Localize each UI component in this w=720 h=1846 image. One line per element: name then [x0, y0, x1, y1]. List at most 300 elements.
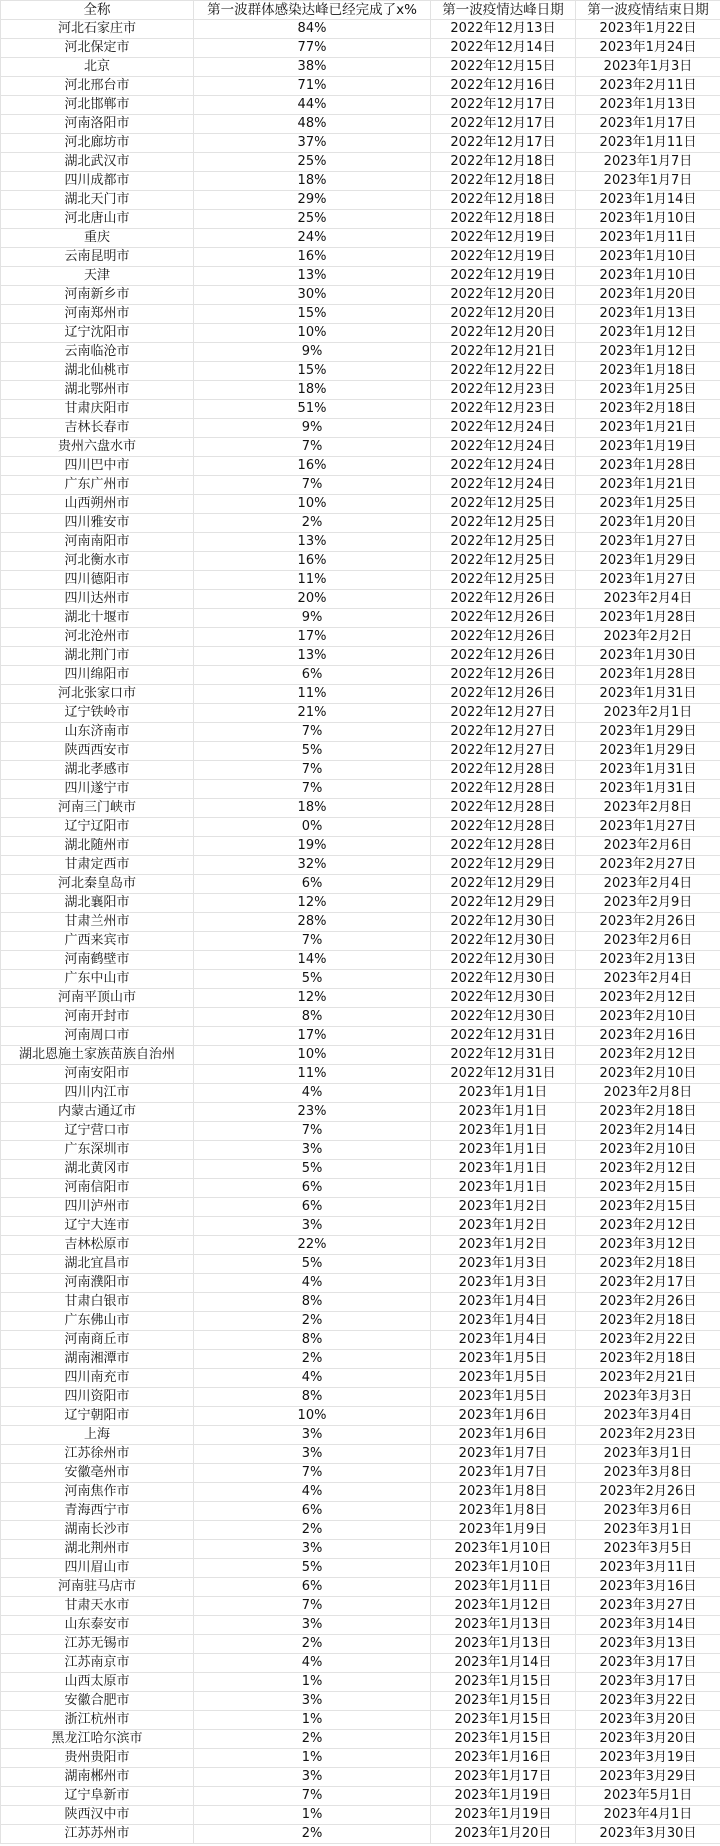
cell-end-date: 2023年3月12日 — [576, 1236, 720, 1255]
cell-end-date: 2023年2月2日 — [576, 628, 720, 647]
table-row — [1, 153, 720, 172]
table-row — [1, 932, 720, 951]
cell-infection-percent: 4% — [194, 1084, 431, 1103]
cell-end-date: 2023年2月10日 — [576, 1065, 720, 1084]
cell-end-date: 2023年1月27日 — [576, 533, 720, 552]
cell-infection-percent: 8% — [194, 1331, 431, 1350]
cell-end-date: 2023年1月27日 — [576, 818, 720, 837]
cell-end-date: 2023年3月22日 — [576, 1692, 720, 1711]
cell-infection-percent: 9% — [194, 343, 431, 362]
cell-full-name: 湖北荆门市 — [1, 647, 194, 666]
cell-full-name: 甘肃兰州市 — [1, 913, 194, 932]
cell-end-date: 2023年2月12日 — [576, 1217, 720, 1236]
cell-full-name: 湖北武汉市 — [1, 153, 194, 172]
cell-full-name: 湖北天门市 — [1, 191, 194, 210]
table-row — [1, 704, 720, 723]
cell-end-date: 2023年2月18日 — [576, 400, 720, 419]
cell-infection-percent: 1% — [194, 1749, 431, 1768]
cell-peak-date: 2023年1月17日 — [431, 1768, 576, 1787]
cell-infection-percent: 32% — [194, 856, 431, 875]
table-row — [1, 1274, 720, 1293]
cell-full-name: 甘肃天水市 — [1, 1597, 194, 1616]
table-row — [1, 1255, 720, 1274]
table-row — [1, 761, 720, 780]
table-row — [1, 324, 720, 343]
table-row — [1, 913, 720, 932]
cell-end-date: 2023年1月3日 — [576, 58, 720, 77]
cell-peak-date: 2022年12月26日 — [431, 666, 576, 685]
cell-full-name: 河北唐山市 — [1, 210, 194, 229]
cell-end-date: 2023年3月19日 — [576, 1749, 720, 1768]
table-row — [1, 856, 720, 875]
table-row — [1, 1160, 720, 1179]
cell-infection-percent: 11% — [194, 571, 431, 590]
cell-full-name: 江苏南京市 — [1, 1654, 194, 1673]
cell-full-name: 河北衡水市 — [1, 552, 194, 571]
cell-full-name: 四川资阳市 — [1, 1388, 194, 1407]
cell-peak-date: 2022年12月26日 — [431, 590, 576, 609]
cell-full-name: 辽宁沈阳市 — [1, 324, 194, 343]
cell-full-name: 河南郑州市 — [1, 305, 194, 324]
cell-full-name: 湖北黄冈市 — [1, 1160, 194, 1179]
cell-infection-percent: 4% — [194, 1274, 431, 1293]
cell-peak-date: 2023年1月4日 — [431, 1293, 576, 1312]
cell-infection-percent: 7% — [194, 780, 431, 799]
cell-full-name: 江苏苏州市 — [1, 1825, 194, 1844]
cell-infection-percent: 10% — [194, 324, 431, 343]
cell-end-date: 2023年3月27日 — [576, 1597, 720, 1616]
cell-end-date: 2023年2月15日 — [576, 1179, 720, 1198]
cell-peak-date: 2023年1月12日 — [431, 1597, 576, 1616]
cell-infection-percent: 16% — [194, 248, 431, 267]
cell-full-name: 河北石家庄市 — [1, 20, 194, 39]
table-row — [1, 989, 720, 1008]
cell-infection-percent: 5% — [194, 1255, 431, 1274]
header-end-date: 第一波疫情结束日期 — [576, 1, 720, 20]
cell-full-name: 甘肃庆阳市 — [1, 400, 194, 419]
cell-end-date: 2023年1月29日 — [576, 742, 720, 761]
cell-full-name: 河北沧州市 — [1, 628, 194, 647]
cell-peak-date: 2022年12月31日 — [431, 1046, 576, 1065]
cell-infection-percent: 5% — [194, 970, 431, 989]
table-row — [1, 229, 720, 248]
cell-infection-percent: 6% — [194, 1198, 431, 1217]
cell-end-date: 2023年3月3日 — [576, 1388, 720, 1407]
cell-infection-percent: 28% — [194, 913, 431, 932]
cell-end-date: 2023年3月1日 — [576, 1521, 720, 1540]
table-row — [1, 1711, 720, 1730]
cell-infection-percent: 5% — [194, 742, 431, 761]
cell-infection-percent: 6% — [194, 875, 431, 894]
cell-peak-date: 2022年12月18日 — [431, 172, 576, 191]
cell-end-date: 2023年3月17日 — [576, 1654, 720, 1673]
cell-peak-date: 2023年1月7日 — [431, 1445, 576, 1464]
cell-peak-date: 2023年1月13日 — [431, 1616, 576, 1635]
cell-infection-percent: 10% — [194, 495, 431, 514]
cell-peak-date: 2023年1月15日 — [431, 1673, 576, 1692]
cell-full-name: 广东中山市 — [1, 970, 194, 989]
table-row — [1, 1787, 720, 1806]
table-row — [1, 1825, 720, 1844]
cell-full-name: 湖北仙桃市 — [1, 362, 194, 381]
cell-infection-percent: 2% — [194, 1635, 431, 1654]
table-row — [1, 1141, 720, 1160]
table-row — [1, 1065, 720, 1084]
table-row — [1, 837, 720, 856]
cell-peak-date: 2022年12月20日 — [431, 324, 576, 343]
cell-end-date: 2023年1月21日 — [576, 419, 720, 438]
cell-infection-percent: 3% — [194, 1426, 431, 1445]
cell-full-name: 广东广州市 — [1, 476, 194, 495]
cell-peak-date: 2022年12月28日 — [431, 818, 576, 837]
cell-peak-date: 2022年12月25日 — [431, 571, 576, 590]
cell-infection-percent: 21% — [194, 704, 431, 723]
cell-peak-date: 2022年12月19日 — [431, 229, 576, 248]
cell-end-date: 2023年4月1日 — [576, 1806, 720, 1825]
cell-end-date: 2023年2月26日 — [576, 1293, 720, 1312]
cell-peak-date: 2022年12月24日 — [431, 457, 576, 476]
cell-end-date: 2023年1月10日 — [576, 248, 720, 267]
cell-peak-date: 2022年12月27日 — [431, 742, 576, 761]
cell-end-date: 2023年2月11日 — [576, 77, 720, 96]
cell-infection-percent: 5% — [194, 1559, 431, 1578]
cell-infection-percent: 3% — [194, 1540, 431, 1559]
cell-end-date: 2023年2月1日 — [576, 704, 720, 723]
cell-end-date: 2023年2月12日 — [576, 989, 720, 1008]
cell-end-date: 2023年2月9日 — [576, 894, 720, 913]
table-row — [1, 267, 720, 286]
cell-peak-date: 2022年12月13日 — [431, 20, 576, 39]
cell-peak-date: 2023年1月10日 — [431, 1540, 576, 1559]
cell-infection-percent: 51% — [194, 400, 431, 419]
cell-peak-date: 2022年12月30日 — [431, 989, 576, 1008]
cell-peak-date: 2022年12月20日 — [431, 286, 576, 305]
cell-infection-percent: 16% — [194, 457, 431, 476]
cell-peak-date: 2022年12月27日 — [431, 723, 576, 742]
cell-infection-percent: 9% — [194, 419, 431, 438]
cell-end-date: 2023年2月26日 — [576, 913, 720, 932]
cell-full-name: 内蒙古通辽市 — [1, 1103, 194, 1122]
cell-infection-percent: 77% — [194, 39, 431, 58]
cell-infection-percent: 1% — [194, 1711, 431, 1730]
cell-full-name: 辽宁大连市 — [1, 1217, 194, 1236]
cell-infection-percent: 18% — [194, 172, 431, 191]
table-row — [1, 1654, 720, 1673]
cell-end-date: 2023年1月10日 — [576, 267, 720, 286]
cell-infection-percent: 22% — [194, 1236, 431, 1255]
cell-full-name: 湖北孝感市 — [1, 761, 194, 780]
table-row — [1, 457, 720, 476]
cell-end-date: 2023年1月14日 — [576, 191, 720, 210]
table-row — [1, 476, 720, 495]
table-row — [1, 1388, 720, 1407]
cell-infection-percent: 3% — [194, 1616, 431, 1635]
cell-full-name: 江苏徐州市 — [1, 1445, 194, 1464]
cell-full-name: 广东深圳市 — [1, 1141, 194, 1160]
table-row — [1, 1673, 720, 1692]
cell-full-name: 贵州贵阳市 — [1, 1749, 194, 1768]
table-body — [1, 20, 720, 1844]
cell-end-date: 2023年2月10日 — [576, 1141, 720, 1160]
cell-peak-date: 2023年1月19日 — [431, 1806, 576, 1825]
cell-full-name: 黑龙江哈尔滨市 — [1, 1730, 194, 1749]
cell-peak-date: 2023年1月14日 — [431, 1654, 576, 1673]
table-row — [1, 1635, 720, 1654]
table-row — [1, 1217, 720, 1236]
cell-infection-percent: 2% — [194, 514, 431, 533]
cell-full-name: 河北邯郸市 — [1, 96, 194, 115]
cell-full-name: 河北张家口市 — [1, 685, 194, 704]
cell-end-date: 2023年1月13日 — [576, 305, 720, 324]
table-row — [1, 286, 720, 305]
cell-full-name: 河南鹤壁市 — [1, 951, 194, 970]
table-row — [1, 609, 720, 628]
header-peak-date: 第一波疫情达峰日期 — [431, 1, 576, 20]
cell-full-name: 河北廊坊市 — [1, 134, 194, 153]
cell-peak-date: 2022年12月18日 — [431, 210, 576, 229]
cell-end-date: 2023年3月4日 — [576, 1407, 720, 1426]
table-row — [1, 1350, 720, 1369]
cell-end-date: 2023年2月4日 — [576, 590, 720, 609]
cell-infection-percent: 0% — [194, 818, 431, 837]
table-row — [1, 571, 720, 590]
table-row — [1, 647, 720, 666]
cell-end-date: 2023年1月25日 — [576, 495, 720, 514]
cell-infection-percent: 18% — [194, 381, 431, 400]
cell-infection-percent: 3% — [194, 1445, 431, 1464]
cell-end-date: 2023年2月8日 — [576, 1084, 720, 1103]
cell-infection-percent: 11% — [194, 685, 431, 704]
cell-full-name: 贵州六盘水市 — [1, 438, 194, 457]
cell-peak-date: 2022年12月24日 — [431, 438, 576, 457]
cell-peak-date: 2023年1月13日 — [431, 1635, 576, 1654]
cell-peak-date: 2023年1月3日 — [431, 1255, 576, 1274]
header-full-name: 全称 — [1, 1, 194, 20]
table-row — [1, 514, 720, 533]
cell-infection-percent: 7% — [194, 723, 431, 742]
cell-peak-date: 2023年1月8日 — [431, 1483, 576, 1502]
cell-peak-date: 2023年1月1日 — [431, 1179, 576, 1198]
cell-end-date: 2023年1月21日 — [576, 476, 720, 495]
table-row — [1, 210, 720, 229]
cell-infection-percent: 8% — [194, 1388, 431, 1407]
table-row — [1, 1464, 720, 1483]
cell-end-date: 2023年2月6日 — [576, 837, 720, 856]
cell-infection-percent: 7% — [194, 1464, 431, 1483]
cell-infection-percent: 14% — [194, 951, 431, 970]
cell-infection-percent: 15% — [194, 305, 431, 324]
cell-infection-percent: 20% — [194, 590, 431, 609]
cell-full-name: 浙江杭州市 — [1, 1711, 194, 1730]
cell-end-date: 2023年1月11日 — [576, 229, 720, 248]
cell-peak-date: 2022年12月24日 — [431, 476, 576, 495]
cell-peak-date: 2022年12月18日 — [431, 191, 576, 210]
cell-full-name: 湖南长沙市 — [1, 1521, 194, 1540]
cell-end-date: 2023年1月10日 — [576, 210, 720, 229]
table-row — [1, 1331, 720, 1350]
cell-peak-date: 2022年12月17日 — [431, 115, 576, 134]
table-row — [1, 1407, 720, 1426]
table-row — [1, 723, 720, 742]
cell-peak-date: 2023年1月3日 — [431, 1274, 576, 1293]
cell-full-name: 广东佛山市 — [1, 1312, 194, 1331]
cell-end-date: 2023年5月1日 — [576, 1787, 720, 1806]
cell-end-date: 2023年1月31日 — [576, 780, 720, 799]
cell-end-date: 2023年1月29日 — [576, 552, 720, 571]
cell-infection-percent: 11% — [194, 1065, 431, 1084]
cell-peak-date: 2023年1月16日 — [431, 1749, 576, 1768]
cell-end-date: 2023年1月28日 — [576, 457, 720, 476]
table-row — [1, 894, 720, 913]
cell-peak-date: 2023年1月2日 — [431, 1198, 576, 1217]
cell-end-date: 2023年1月22日 — [576, 20, 720, 39]
cell-peak-date: 2023年1月19日 — [431, 1787, 576, 1806]
cell-peak-date: 2022年12月20日 — [431, 305, 576, 324]
cell-infection-percent: 1% — [194, 1673, 431, 1692]
cell-full-name: 河南三门峡市 — [1, 799, 194, 818]
table-row — [1, 1369, 720, 1388]
cell-end-date: 2023年2月22日 — [576, 1331, 720, 1350]
cell-end-date: 2023年3月20日 — [576, 1730, 720, 1749]
cell-full-name: 四川泸州市 — [1, 1198, 194, 1217]
cell-end-date: 2023年2月14日 — [576, 1122, 720, 1141]
cell-full-name: 四川内江市 — [1, 1084, 194, 1103]
cell-peak-date: 2023年1月15日 — [431, 1711, 576, 1730]
cell-infection-percent: 15% — [194, 362, 431, 381]
cell-peak-date: 2023年1月7日 — [431, 1464, 576, 1483]
cell-peak-date: 2022年12月14日 — [431, 39, 576, 58]
cell-infection-percent: 7% — [194, 1787, 431, 1806]
cell-infection-percent: 6% — [194, 1502, 431, 1521]
cell-end-date: 2023年2月4日 — [576, 970, 720, 989]
table-row — [1, 1046, 720, 1065]
cell-full-name: 辽宁铁岭市 — [1, 704, 194, 723]
cell-end-date: 2023年2月12日 — [576, 1046, 720, 1065]
cell-infection-percent: 30% — [194, 286, 431, 305]
cell-full-name: 湖南湘潭市 — [1, 1350, 194, 1369]
cell-full-name: 云南昆明市 — [1, 248, 194, 267]
cell-end-date: 2023年3月13日 — [576, 1635, 720, 1654]
cell-peak-date: 2022年12月30日 — [431, 951, 576, 970]
cell-infection-percent: 7% — [194, 1597, 431, 1616]
cell-peak-date: 2022年12月28日 — [431, 761, 576, 780]
cell-infection-percent: 25% — [194, 210, 431, 229]
cell-peak-date: 2022年12月26日 — [431, 685, 576, 704]
cell-peak-date: 2022年12月25日 — [431, 514, 576, 533]
cell-full-name: 河南南阳市 — [1, 533, 194, 552]
cell-peak-date: 2022年12月30日 — [431, 970, 576, 989]
cell-infection-percent: 7% — [194, 932, 431, 951]
cell-full-name: 河南新乡市 — [1, 286, 194, 305]
table-row — [1, 1426, 720, 1445]
cell-infection-percent: 8% — [194, 1008, 431, 1027]
table-row — [1, 77, 720, 96]
cell-full-name: 江苏无锡市 — [1, 1635, 194, 1654]
cell-full-name: 四川遂宁市 — [1, 780, 194, 799]
table-row — [1, 1502, 720, 1521]
table-row — [1, 381, 720, 400]
cell-full-name: 湖北十堰市 — [1, 609, 194, 628]
cell-peak-date: 2022年12月28日 — [431, 799, 576, 818]
cell-peak-date: 2023年1月6日 — [431, 1426, 576, 1445]
header-row — [1, 1, 720, 20]
table-row — [1, 305, 720, 324]
cell-peak-date: 2022年12月18日 — [431, 153, 576, 172]
cell-peak-date: 2023年1月10日 — [431, 1559, 576, 1578]
cell-full-name: 四川达州市 — [1, 590, 194, 609]
cell-infection-percent: 13% — [194, 533, 431, 552]
cell-infection-percent: 23% — [194, 1103, 431, 1122]
cell-peak-date: 2022年12月21日 — [431, 343, 576, 362]
cell-end-date: 2023年1月20日 — [576, 286, 720, 305]
cell-infection-percent: 6% — [194, 666, 431, 685]
cell-full-name: 河南商丘市 — [1, 1331, 194, 1350]
table-row — [1, 666, 720, 685]
cell-infection-percent: 29% — [194, 191, 431, 210]
cell-end-date: 2023年1月31日 — [576, 761, 720, 780]
table-row — [1, 875, 720, 894]
cell-infection-percent: 7% — [194, 438, 431, 457]
cell-full-name: 四川巴中市 — [1, 457, 194, 476]
cell-peak-date: 2023年1月1日 — [431, 1160, 576, 1179]
cell-full-name: 天津 — [1, 267, 194, 286]
cell-infection-percent: 13% — [194, 267, 431, 286]
cell-peak-date: 2022年12月24日 — [431, 419, 576, 438]
table-row — [1, 248, 720, 267]
cell-full-name: 河南开封市 — [1, 1008, 194, 1027]
cell-full-name: 云南临沧市 — [1, 343, 194, 362]
cell-infection-percent: 44% — [194, 96, 431, 115]
cell-infection-percent: 7% — [194, 476, 431, 495]
cell-peak-date: 2022年12月29日 — [431, 856, 576, 875]
header-infection-percent: 第一波群体感染达峰已经完成了x% — [194, 1, 431, 20]
cell-infection-percent: 7% — [194, 1122, 431, 1141]
cell-infection-percent: 1% — [194, 1806, 431, 1825]
table-row — [1, 438, 720, 457]
cell-end-date: 2023年1月30日 — [576, 647, 720, 666]
cell-full-name: 辽宁营口市 — [1, 1122, 194, 1141]
cell-end-date: 2023年1月11日 — [576, 134, 720, 153]
cell-infection-percent: 37% — [194, 134, 431, 153]
table-row — [1, 970, 720, 989]
cell-infection-percent: 71% — [194, 77, 431, 96]
cell-peak-date: 2022年12月28日 — [431, 780, 576, 799]
table-row — [1, 20, 720, 39]
table-row — [1, 780, 720, 799]
cell-full-name: 湖北荆州市 — [1, 1540, 194, 1559]
cell-end-date: 2023年2月18日 — [576, 1255, 720, 1274]
cell-peak-date: 2022年12月25日 — [431, 495, 576, 514]
table-row — [1, 742, 720, 761]
table-row — [1, 1236, 720, 1255]
cell-end-date: 2023年1月17日 — [576, 115, 720, 134]
cell-peak-date: 2023年1月20日 — [431, 1825, 576, 1844]
cell-peak-date: 2022年12月27日 — [431, 704, 576, 723]
cell-peak-date: 2023年1月5日 — [431, 1350, 576, 1369]
cell-full-name: 山西太原市 — [1, 1673, 194, 1692]
cell-end-date: 2023年1月13日 — [576, 96, 720, 115]
cell-full-name: 北京 — [1, 58, 194, 77]
cell-end-date: 2023年1月20日 — [576, 514, 720, 533]
cell-infection-percent: 10% — [194, 1046, 431, 1065]
table-row — [1, 1559, 720, 1578]
cell-full-name: 湖北恩施土家族苗族自治州 — [1, 1046, 194, 1065]
cell-end-date: 2023年1月18日 — [576, 362, 720, 381]
cell-peak-date: 2023年1月1日 — [431, 1084, 576, 1103]
cell-end-date: 2023年2月18日 — [576, 1312, 720, 1331]
cell-infection-percent: 2% — [194, 1825, 431, 1844]
table-row — [1, 172, 720, 191]
